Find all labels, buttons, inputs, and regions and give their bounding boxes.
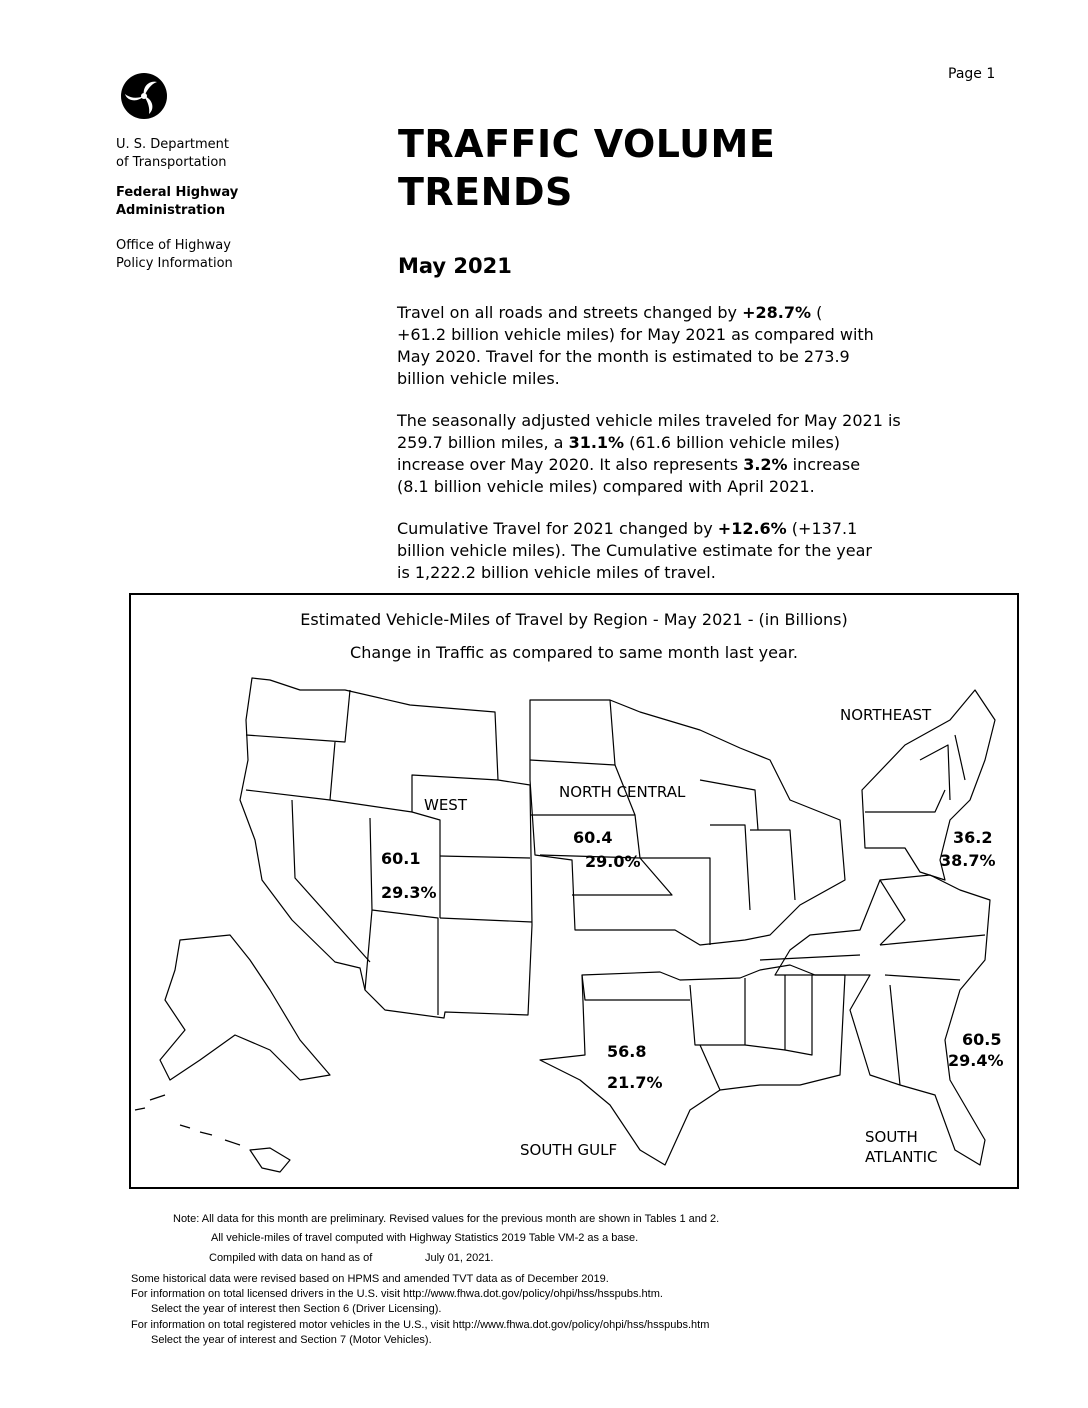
south-atlantic-region-value: 60.5 <box>962 1030 1002 1049</box>
northeast-region-change: 38.7% <box>940 851 996 870</box>
dot-triskelion-logo-icon <box>120 72 168 120</box>
us-region-map <box>131 670 1017 1187</box>
south-atlantic-region <box>865 1030 1004 1166</box>
note-drivers-section: Select the year of interest then Section 6 (Driver Licensing). <box>151 1303 442 1315</box>
para1-text-c: ( <box>811 303 823 322</box>
south-gulf-region-change: 21.7% <box>607 1073 663 1092</box>
document-title <box>398 120 775 216</box>
para2-text-h: (8.1 billion vehicle miles) compared with April 2021. <box>397 477 815 496</box>
para1-text-d: +61.2 billion vehicle miles) for May 2021 as compared with <box>397 325 874 344</box>
south-atlantic-label-line2: ATLANTIC <box>865 1148 938 1166</box>
para3-text-d: billion vehicle miles). The Cumulative estimate for the year <box>397 541 872 560</box>
travel-summary-paragraph <box>397 302 977 390</box>
note-drivers-link: For information on total licensed drivers in the U.S. visit http://www.fhwa.dot.gov/policy/ohpi/hss/hsspubs.htm. <box>131 1288 663 1300</box>
map-title: Estimated Vehicle-Miles of Travel by Region - May 2021 - (in Billions) <box>300 610 848 629</box>
note-compiled-label: Compiled with data on hand as of <box>209 1252 373 1264</box>
title-line2: TRENDS <box>398 170 573 214</box>
para3-change-pct: +12.6% <box>717 519 787 538</box>
agency-department <box>116 136 229 172</box>
map-subtitle: Change in Traffic as compared to same month last year. <box>350 643 798 662</box>
south-gulf-region-label: SOUTH GULF <box>520 1141 618 1159</box>
agency-dept-line2: of Transportation <box>116 155 227 170</box>
north-central-region-value: 60.4 <box>573 828 613 847</box>
north-central-region-outline <box>530 700 845 945</box>
page-number: Page 1 <box>948 66 996 82</box>
para1-text-a: Travel on all roads and streets changed by <box>397 303 743 322</box>
agency-office-line1: Office of Highway <box>116 238 231 253</box>
note-vehicles-section: Select the year of interest and Section 7 (Motor Vehicles). <box>151 1334 432 1346</box>
seasonally-adjusted-paragraph <box>397 410 977 498</box>
west-region-change: 29.3% <box>381 883 437 902</box>
south-atlantic-region-outline <box>775 875 990 1165</box>
south-gulf-region-value: 56.8 <box>607 1042 647 1061</box>
agency-fhwa-line1: Federal Highway <box>116 185 239 200</box>
agency-fhwa-line2: Administration <box>116 203 226 218</box>
south-gulf-region-outline <box>540 965 845 1165</box>
west-region <box>381 796 468 902</box>
west-region-outline <box>240 678 532 1018</box>
para1-text-f: billion vehicle miles. <box>397 369 560 388</box>
northeast-region-label: NORTHEAST <box>840 706 932 724</box>
agency-fhwa <box>116 184 238 220</box>
north-central-region-label: NORTH CENTRAL <box>559 783 686 801</box>
note-base: All vehicle-miles of travel computed with Highway Statistics 2019 Table VM-2 as a base. <box>211 1232 639 1244</box>
para2-text-e: increase over May 2020. It also represents <box>397 455 744 474</box>
title-line1: TRAFFIC VOLUME <box>398 122 776 166</box>
note-historical: Some historical data were revised based on HPMS and amended TVT data as of December 2019. <box>131 1273 609 1285</box>
para3-text-e: is 1,222.2 billion vehicle miles of travel. <box>397 563 716 582</box>
hawaii-outline <box>180 1125 290 1172</box>
para2-monthly-pct: 3.2% <box>743 455 788 474</box>
south-atlantic-label-line1: SOUTH <box>865 1128 918 1146</box>
note-compiled-date: July 01, 2021. <box>425 1252 494 1264</box>
agency-office-line2: Policy Information <box>116 256 233 271</box>
para2-text-g: increase <box>787 455 861 474</box>
para2-text-b: 259.7 billion miles, a <box>397 433 569 452</box>
note-preliminary: Note: All data for this month are preliminary. Revised values for the previous month are shown in Tables 1 and 2. <box>173 1213 720 1225</box>
west-region-value: 60.1 <box>381 849 421 868</box>
para3-text-a: Cumulative Travel for 2021 changed by <box>397 519 718 538</box>
north-central-region-change: 29.0% <box>585 852 641 871</box>
alaska-outline <box>160 935 330 1080</box>
para1-text-e: May 2020. Travel for the month is estimated to be 273.9 <box>397 347 850 366</box>
para2-text-a: The seasonally adjusted vehicle miles traveled for May 2021 is <box>397 411 901 430</box>
para1-change-pct: +28.7% <box>742 303 812 322</box>
agency-dept-line1: U. S. Department <box>116 137 229 152</box>
para3-text-c: (+137.1 <box>786 519 858 538</box>
para2-text-d: (61.6 billion vehicle miles) <box>624 433 841 452</box>
cumulative-travel-paragraph <box>397 518 977 584</box>
report-month: May 2021 <box>398 254 512 278</box>
south-atlantic-region-change: 29.4% <box>948 1051 1004 1070</box>
west-region-label: WEST <box>424 796 467 814</box>
northeast-region-value: 36.2 <box>953 828 993 847</box>
agency-office <box>116 237 233 273</box>
para2-change-pct: 31.1% <box>568 433 625 452</box>
note-vehicles-link: For information on total registered motor vehicles in the U.S., visit http://www.fhwa.dot.gov/policy/ohpi/hss/hsspubs.htm <box>131 1319 710 1331</box>
